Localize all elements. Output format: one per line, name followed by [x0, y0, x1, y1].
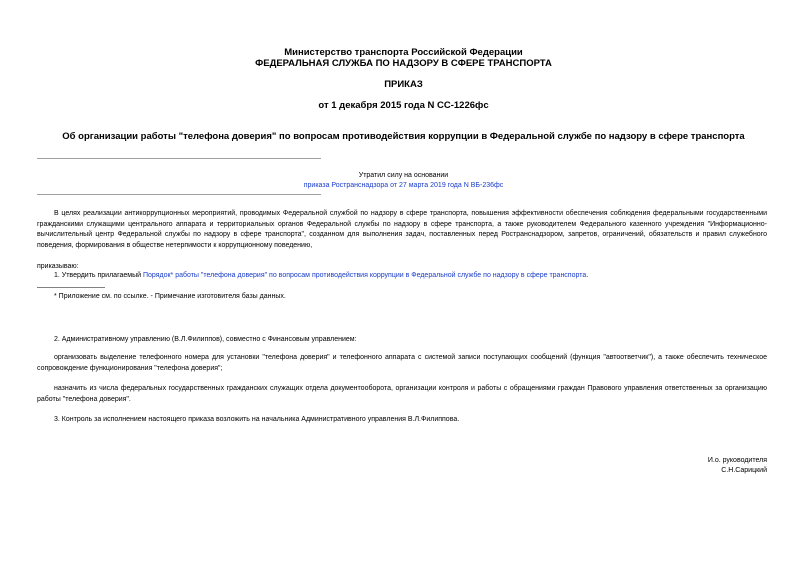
item-1: [54, 271, 588, 280]
divider-top: [37, 158, 321, 159]
footnote: * Приложение см. по ссылке. - Примечание изготовителя базы данных.: [54, 293, 286, 300]
item-1-prefix: 1. Утвердить прилагаемый: [54, 272, 143, 279]
document-date-number: от 1 декабря 2015 года N СС-1226фс: [318, 100, 489, 111]
item-3: 3. Контроль за исполнением настоящего приказа возложить на начальника Административного управления В.Л.Филиппова.: [54, 416, 460, 423]
service-title: ФЕДЕРАЛЬНАЯ СЛУЖБА ПО НАДЗОРУ В СФЕРЕ ТРАНСПОРТА: [255, 58, 552, 69]
ministry-title: Министерство транспорта Российской Федерации: [284, 47, 523, 58]
procedure-link[interactable]: Порядок* работы "телефона доверия" по вопросам противодействия коррупции в Федеральной службе по надзору в сфере транспорта: [142, 272, 587, 279]
status-note-text: Утратил силу на основании: [358, 172, 449, 179]
item-2: 2. Административному управлению (В.Л.Филиппов), совместно с Финансовым управлением:: [54, 336, 357, 343]
order-word: приказываю:: [37, 263, 79, 270]
footnote-rule: [37, 287, 105, 288]
item-1-suffix: .: [586, 272, 589, 279]
item-2-a: организовать выделение телефонного номера для установки "телефона доверия" и телефонного аппарата с системой записи поступающих сообщений (функция "автоответчик"), а также обеспечить техническое сопровождение функционирования "телефона доверия";: [37, 354, 767, 372]
document-type: ПРИКАЗ: [384, 79, 423, 90]
signatory-name: С.Н.Сарицкий: [721, 467, 767, 474]
document-subject: Об организации работы "телефона доверия" по вопросам противодействия коррупции в Федеральной службе по надзору в сфере транспорта: [62, 131, 745, 142]
item-2-b: назначить из числа федеральных государственных гражданских служащих отдела документооборота, организации контроля и работы с обращениями граждан Правового управления ответственных за организацию работы "телефона доверия".: [37, 385, 767, 403]
divider-bottom: [37, 194, 321, 195]
repeal-order-link[interactable]: приказа Ространснадзора от 27 марта 2019 года N ВБ-236фс: [303, 182, 504, 189]
signatory-position: И.о. руководителя: [707, 457, 767, 464]
intro-paragraph: В целях реализации антикоррупционных мероприятий, проводимых Федеральной службой по надзору в сфере транспорта, повышения эффективности обеспечения соблюдения федеральными государственными гражданскими служащими центрального аппарата и территориальных органов Федеральной службы по надзору в сфере транспорта, а также руководителем Федерального казенного учреждения "Информационно-вычислительный центр Федеральной службы по надзору в сфере транспорта", созданном для выполнения задач, поставленных перед Ространснадзором, запретов, ограничений, обязательств и правил служебного поведения, формирования в обществе нетерпимости к коррупционному поведению,: [37, 210, 767, 249]
